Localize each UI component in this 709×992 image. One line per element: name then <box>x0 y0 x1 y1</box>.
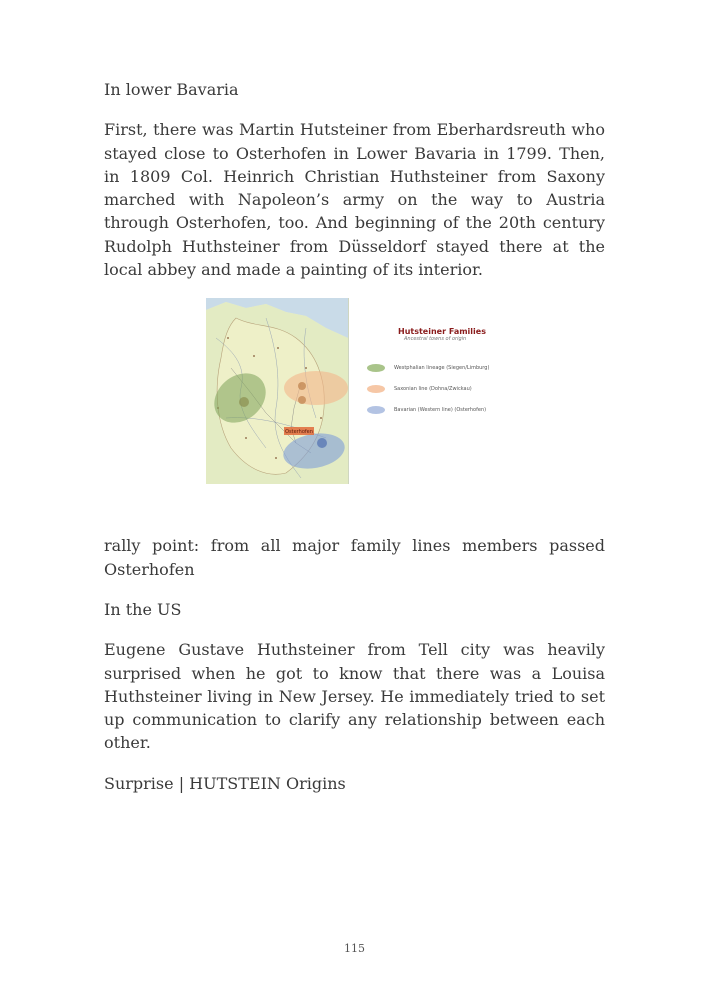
legend-swatch <box>367 364 385 372</box>
legend-item <box>367 405 486 415</box>
paragraph-us: Eugene Gustave Huthsteiner from Tell city was heavily surprised when he got to know that there was a Louisa Huthsteiner living in New Jersey. He immediately tried to set up communication to clarify any relationship between each other. <box>104 640 605 753</box>
figure-caption: rally point: from all major family lines members passed Osterhofen <box>104 536 605 579</box>
map-graphic <box>206 298 348 484</box>
legend-label: Bavarian (Western line) (Osterhofen) <box>394 407 487 414</box>
section-heading-us: In the US <box>104 599 182 619</box>
legend-subtitle: Ancestral towns of origin <box>404 336 467 343</box>
family-map-figure <box>104 298 605 488</box>
germany-map-image <box>206 298 349 484</box>
page-content <box>104 78 605 795</box>
legend-swatch <box>367 406 385 414</box>
legend-label: Saxonian line (Dohna/Zwickau) <box>394 386 472 393</box>
page-number: 115 <box>344 942 365 955</box>
section-heading-lower-bavaria: In lower Bavaria <box>104 80 239 99</box>
footer-line: Surprise | HUTSTEIN Origins <box>104 773 346 793</box>
map-marker-label: Osterhofen <box>285 429 313 436</box>
legend-title: Hutsteiner Families <box>398 327 486 337</box>
paragraph-lower-bavaria: First, there was Martin Hutsteiner from Eberhardsreuth who stayed close to Osterhofen in Lower Bavaria in 1799. Then, in 1809 Col. Heinrich Christian Huthsteiner from Saxony marched with Napoleon’s army on the way to Austria through Osterhofen, too. And beginning of the 20th century Rudolph Huthsteiner from Düsseldorf stayed there at the local abbey and made a painting of its interior. <box>104 120 605 280</box>
legend-item <box>367 363 489 373</box>
legend-item <box>367 384 472 394</box>
legend-swatch <box>367 385 385 393</box>
legend-label: Westphalian lineage (Siegen/Limburg) <box>394 365 490 372</box>
